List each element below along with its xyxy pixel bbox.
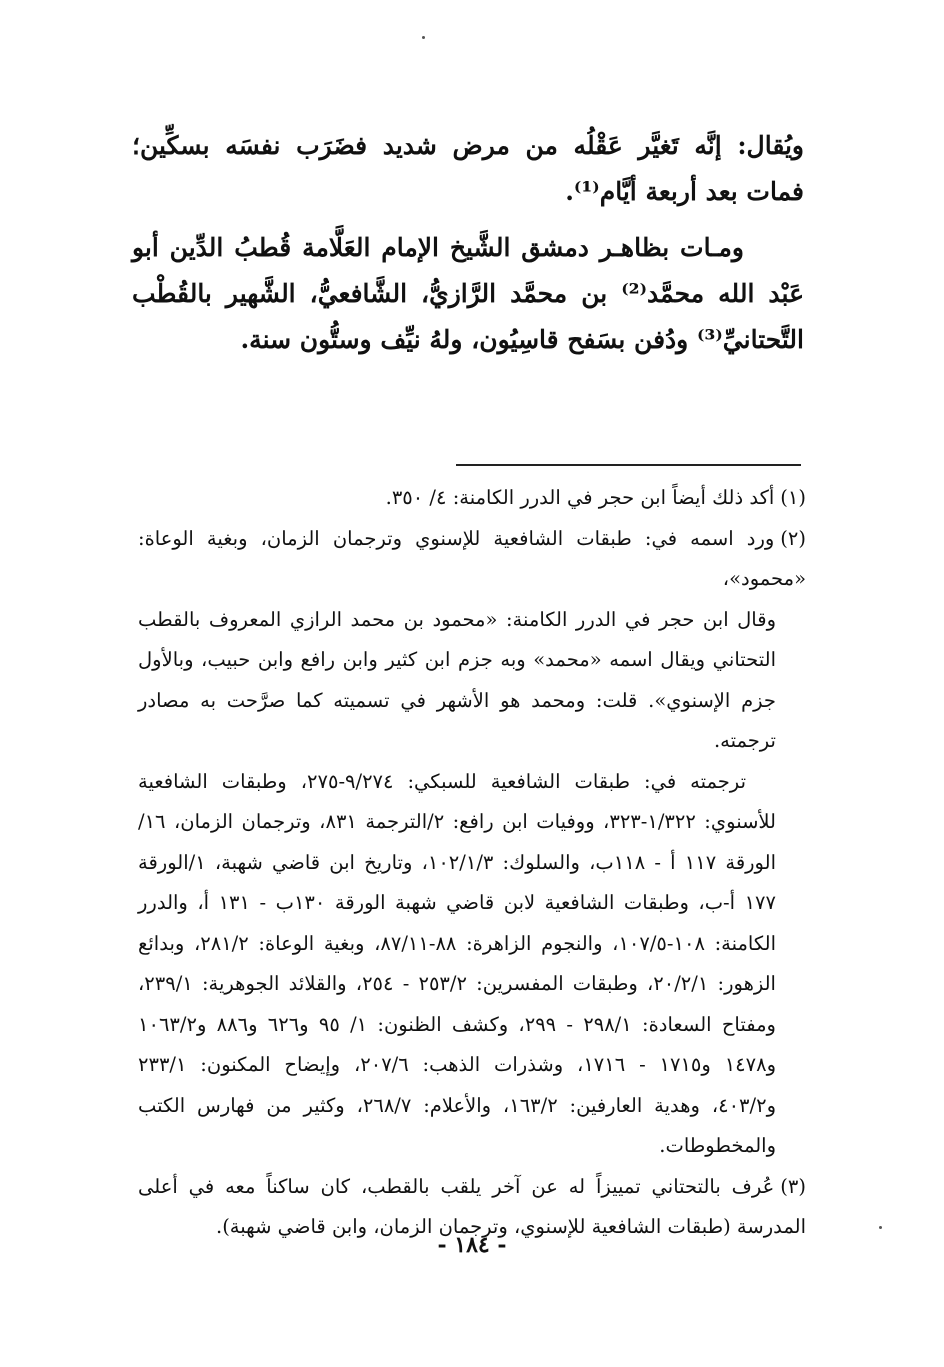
footnotes	[138, 478, 806, 1248]
main-paragraph-1: ويُقال: إنَّه تَغيَّر عَقْلُه من مرض شديد فضَرَب نفسَه بسكِّين؛ فمات بعد أربعة أيَّام⁽¹⁾.	[132, 131, 804, 206]
footnote-number: (٣)	[780, 1174, 806, 1198]
main-paragraph-2: ومـات بظاهـر دمشق الشَّيخ الإمام العَلَّامة قُطبُ الدِّين أبو عَبْد الله محمَّد⁽²⁾ بن محمَّد الرَّازيُّ، الشَّافعيُّ، الشَّهير بالقُطْب التَّحتانيِّ⁽³⁾ ودُفن بسَفح قاسِيُون، ولهُ نيِّف وستُّون سنة.	[132, 233, 804, 354]
footnote-text: ورد اسمه في: طبقات الشافعية للإسنوي وترجمان الزمان، وبغية الوعاة: «محمود»،	[138, 526, 806, 590]
footnote-separator	[456, 464, 801, 466]
scan-speck	[422, 36, 425, 39]
footnote-2-continuation: وقال ابن حجر في الدرر الكامنة: «محمود بن محمد الرازي المعروف بالقطب التحتاني ويقال اسمه «محمد» وبه جزم ابن كثير وابن رافع وابن حبيب، وبالأول جزم الإسنوي». قلت: ومحمد هو الأشهر في تسميته كما صرَّحت به مصادر ترجمته.	[138, 607, 776, 752]
footnote-2-sources: ترجمته في: طبقات الشافعية للسبكي: ٩/٢٧٤-٢٧٥، وطبقات الشافعية للأسنوي: ١/٣٢٢-٣٢٣، ووفيات ابن رافع: ٢/الترجمة ٨٣١، وترجمان الزمان، ١٦/الورقة ١١٧ أ - ١١٨ب، والسلوك: ١٠٢/١/٣، وتاريخ ابن قاضي شهبة، ١/الورقة ١٧٧ أ-ب، وطبقات الشافعية لابن قاضي شهبة الورقة ١٣٠ب - ١٣١ أ، والدرر الكامنة: ١٠٨-١٠٧/٥، والنجوم الزاهرة: ٨٨-٨٧/١١، وبغية الوعاة: ٢٨١/٢، وبدائع الزهور: ٢٠/٢/١، وطبقات المفسرين: ٢٥٣/٢ - ٢٥٤، والقلائد الجوهرية: ٢٣٩/١، ومفتاح السعادة: ٢٩٨/١ - ٢٩٩، وكشف الظنون: ١/ ٩٥ و٦٢٦ و٨٨٦ و١٠٦٣/٢ و١٤٧٨ و١٧١٥ - ١٧١٦، وشذرات الذهب: ٢٠٧/٦، وإيضاح المكنون: ٢٣٣/١ و٤٠٣/٢، وهدية العارفين: ١٦٣/٢، والأعلام: ٢٦٨/٧، وكثير من فهارس الكتب والمخطوطات.	[138, 769, 777, 1157]
page-number: - ١٨٤ -	[437, 1232, 507, 1258]
footnote-1	[138, 478, 806, 519]
footnote-text: عُرف بالتحتاني تمييزاً له عن آخر يلقب بالقطب، كان ساكناً معه في أعلى المدرسة (طبقات الشافعية للإسنوي، وترجمان الزمان، وابن قاضي شهبة).	[138, 1174, 806, 1238]
scan-speck	[879, 1226, 882, 1229]
footnote-number: (٢)	[780, 526, 806, 550]
footnote-2	[138, 519, 806, 600]
footnote-text: أكد ذلك أيضاً ابن حجر في الدرر الكامنة: ٤/ ٣٥٠.	[385, 486, 775, 509]
footnote-number: (١)	[780, 486, 806, 509]
